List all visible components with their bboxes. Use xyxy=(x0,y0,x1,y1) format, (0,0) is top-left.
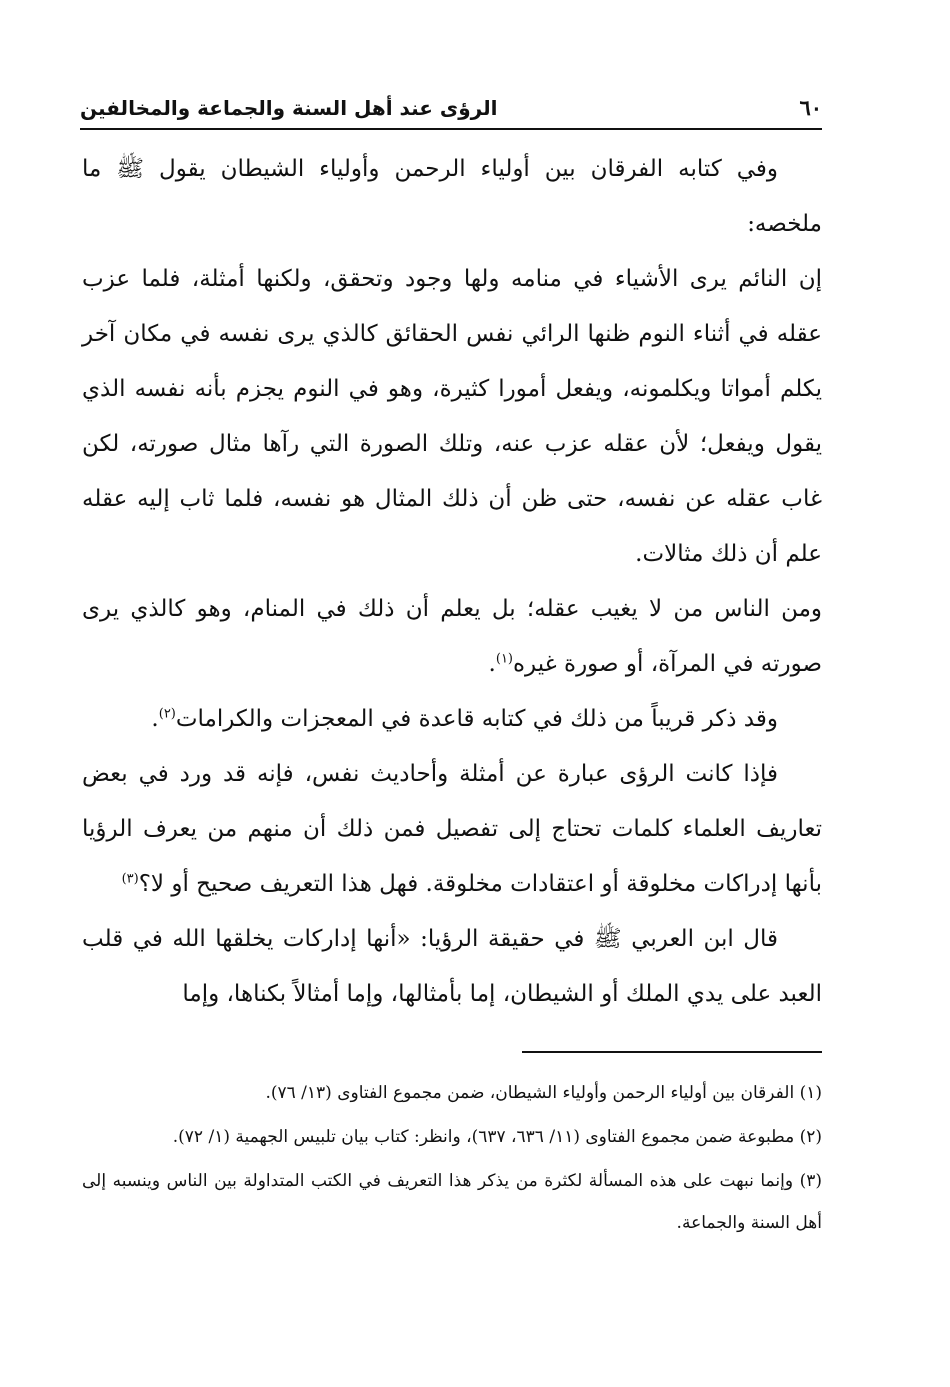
footnote-ref-1[interactable]: (١) xyxy=(495,651,513,667)
paragraph-sleeper: إن النائم يرى الأشياء في منامه ولها وجود وتحقق، ولكنها أمثلة، فلما عزب عقله في أثناء النوم ظنها الرائي نفس الحقائق كالذي يرى نفسه في مكان آخر يكلم أمواتا ويكلمونه، ويفعل أمورا كثيرة، وهو في النوم يجزم بأنه نفسه الذي يقول ويفعل؛ لأن عقله عزب عنه، وتلك الصورة التي رآها مثال صورته، لكن غاب عقله عن نفسه، حتى ظن أن ذلك المثال هو نفسه، فلما ثاب إليه عقله علم أن ذلك مثالات. xyxy=(82,266,822,567)
paragraph-definitions: فإذا كانت الرؤى عبارة عن أمثلة وأحاديث نفس، فإنه قد ورد في بعض تعاريف العلماء كلمات تحتاج إلى تفصيل فمن ذلك أن منهم من يعرف الرؤيا بأنها إدراكات مخلوقة أو اعتقادات مخلوقة. فهل هذا التعريف صحيح أو لا؟$^{(٣)}$ xyxy=(82,761,822,897)
paragraph-miracles: وقد ذكر قريباً من ذلك في كتابه قاعدة في المعجزات والكرامات$^{(٢)}$. xyxy=(151,706,778,732)
page-header xyxy=(80,86,822,120)
footnote-divider xyxy=(522,1051,822,1053)
running-title: الرؤى عند أهل السنة والجماعة والمخالفين xyxy=(80,96,498,120)
footnote-1: (١) الفرقان بين أولياء الرحمن وأولياء الشيطان، ضمن مجموع الفتاوى (١٣/ ٧٦). xyxy=(265,1083,822,1103)
footnote-2: (٢) مطبوعة ضمن مجموع الفتاوى (١١/ ٦٣٦، ٦٣٧)، وانظر: كتاب بيان تلبيس الجهمية (١/ ٧٢). xyxy=(172,1127,822,1147)
paragraph-mirror: ومن الناس من لا يغيب عقله؛ بل يعلم أن ذلك في المنام، وهو كالذي يرى صورته في المرآة، أو صورة غيره$^{(١)}$. xyxy=(82,596,822,677)
header-divider xyxy=(80,128,822,130)
footnote-ref-2[interactable]: (٢) xyxy=(158,706,176,722)
main-text xyxy=(82,142,822,1022)
paragraph-ibn-arabi: قال ابن العربي ﷺ في حقيقة الرؤيا: «أنها إداركات يخلقها الله في قلب العبد على يدي الملك أو الشيطان، إما بأمثالها، وإما أمثالاً بكناها، وإما xyxy=(82,926,822,1007)
footnote-3: (٣) وإنما نبهت على هذه المسألة لكثرة من يذكر هذا التعريف في الكتب المتداولة بين الناس وينسبه إلى أهل السنة والجماعة. xyxy=(82,1171,822,1233)
paragraph-intro: وفي كتابه الفرقان بين أولياء الرحمن وأولياء الشيطان يقول ﷺ ما ملخصه: xyxy=(82,156,822,237)
footnote-ref-3[interactable]: (٣) xyxy=(121,871,139,887)
footnotes xyxy=(82,1072,822,1246)
page-number: ٦٠ xyxy=(799,95,822,120)
